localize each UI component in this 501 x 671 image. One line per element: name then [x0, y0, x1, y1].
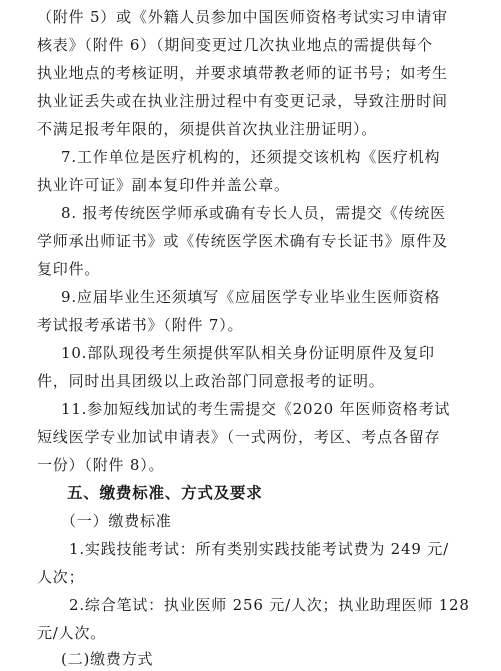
text-line-22: 2.综合笔试：执业医师 256 元/人次；执业助理医师 128	[69, 596, 470, 614]
text-line-12: 考试报考承诺书》（附件 7）。	[37, 316, 244, 334]
text-line-9: 学师承出师证书》或《传统医学医术确有专长证书》原件及	[37, 232, 448, 250]
text-line-11: 9.应届毕业生还须填写《应届医学专业毕业生医师资格	[61, 288, 441, 306]
subheading-payment-method: (二)缴费方式	[61, 650, 154, 668]
text-line-17: 一份）（附件 8）。	[37, 456, 165, 474]
text-line-23: 元/人次。	[37, 624, 107, 642]
text-line-13: 10.部队现役考生须提供军队相关身份证明原件及复印	[61, 344, 435, 362]
text-line-20: 1.实践技能考试：所有类别实践技能考试费为 249 元/	[69, 540, 449, 558]
text-line-14: 件，同时出具团级以上政治部门同意报考的证明。	[37, 372, 385, 390]
section-heading-5: 五、缴费标准、方式及要求	[67, 484, 263, 502]
text-line-1: （附件 5）或《外籍人员参加中国医师资格考试实习申请审	[37, 8, 448, 26]
text-line-4: 执业证丢失或在执业注册过程中有变更记录，导致注册时间	[37, 92, 448, 110]
text-line-8: 8. 报考传统医学师承或确有专长人员，需提交《传统医	[61, 204, 446, 222]
subheading-fee-standard: （一）缴费标准	[61, 512, 172, 530]
text-line-2: 核表》（附件 6）（期间变更过几次执业地点的需提供每个	[37, 36, 433, 54]
text-line-7: 执业许可证》副本复印件并盖公章。	[37, 176, 290, 194]
text-line-6: 7.工作单位是医疗机构的，还须提交该机构《医疗机构	[61, 148, 441, 166]
text-line-21: 人次；	[37, 568, 85, 586]
text-line-10: 复印件。	[37, 260, 101, 278]
text-line-5: 不满足报考年限的，须提供首次执业注册证明）。	[37, 120, 378, 138]
text-line-16: 短线医学专业加试申请表》（一式两份，考区、考点各留存	[37, 428, 441, 446]
text-line-3: 执业地点的考核证明，并要求填带教老师的证书号；如考生	[37, 64, 448, 82]
text-line-15: 11.参加短线加试的考生需提交《2020 年医师资格考试	[61, 400, 451, 418]
